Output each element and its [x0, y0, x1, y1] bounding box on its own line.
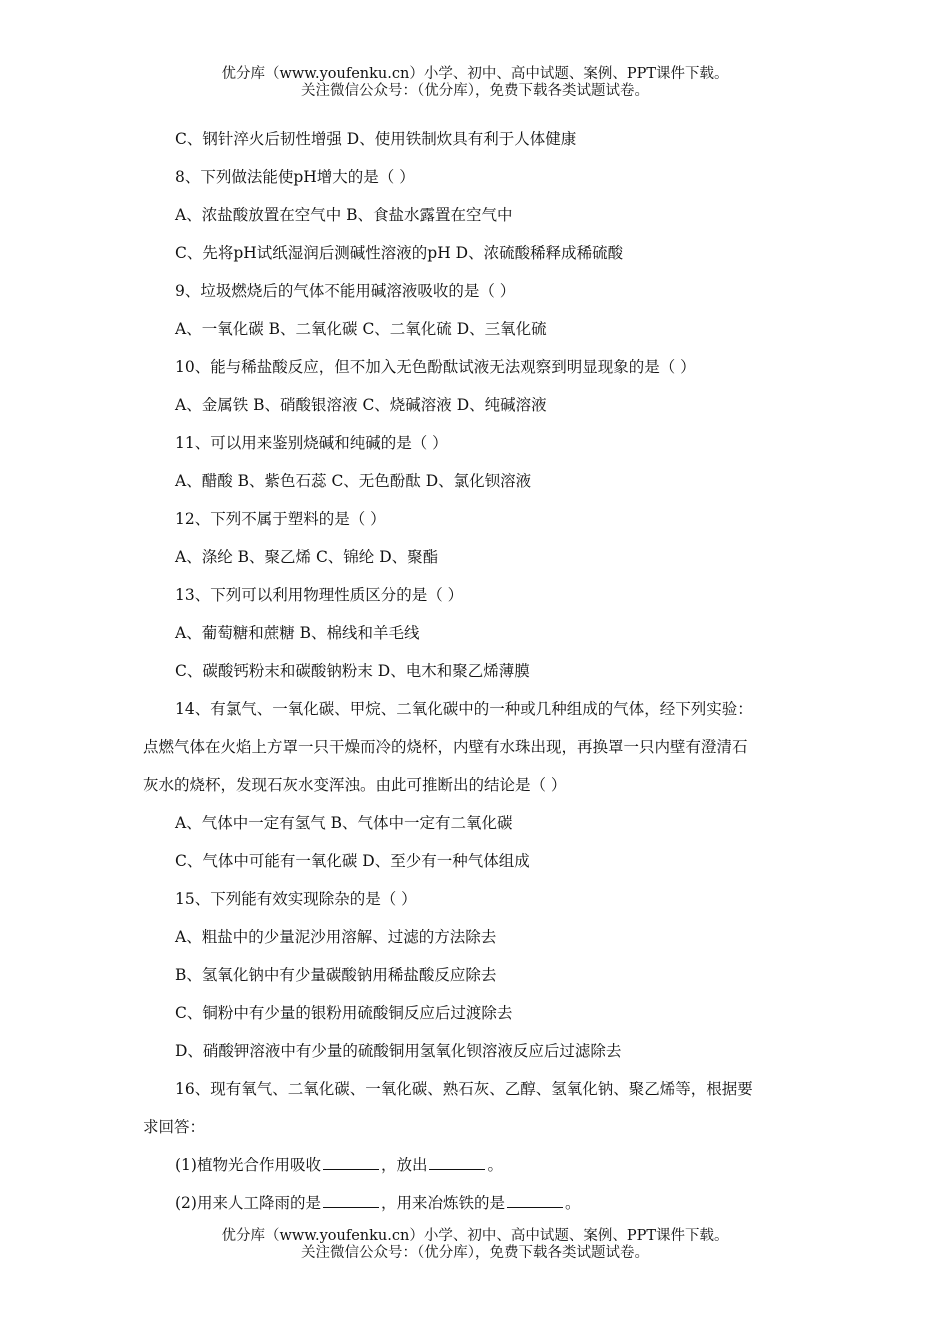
footer-line-2: 关注微信公众号：（优分库），免费下载各类试题试卷。	[301, 1245, 649, 1261]
q9-stem: 9、垃圾燃烧后的气体不能用碱溶液吸收的是（ ）	[175, 282, 516, 300]
q14-options-ab: A、气体中一定有氢气 B、气体中一定有二氧化碳	[175, 814, 513, 832]
q15-option-b: B、氢氧化钠中有少量碳酸钠用稀盐酸反应除去	[175, 966, 497, 984]
q8-options-ab: A、浓盐酸放置在空气中 B、食盐水露置在空气中	[175, 206, 513, 224]
q9-options: A、一氧化碳 B、二氧化碳 C、二氧化硫 D、三氧化硫	[175, 320, 547, 338]
answer-blank[interactable]	[507, 1195, 563, 1208]
footer-line-1: 优分库（www.youfenku.cn）小学、初中、高中试题、案例、PPT课件下载。	[221, 1228, 729, 1244]
answer-blank[interactable]	[323, 1157, 379, 1170]
page-footer	[0, 1228, 950, 1262]
header-line-1: 优分库（www.youfenku.cn）小学、初中、高中试题、案例、PPT课件下载。	[221, 66, 729, 82]
q16-sub-2-text-b: ，用来冶炼铁的是	[380, 1194, 505, 1212]
q15-option-a: A、粗盐中的少量泥沙用溶解、过滤的方法除去	[175, 928, 497, 946]
q10-options: A、金属铁 B、硝酸银溶液 C、烧碱溶液 D、纯碱溶液	[175, 396, 547, 414]
q8-stem: 8、下列做法能使pH增大的是（ ）	[175, 168, 415, 186]
q16-stem-line-2: 求回答：	[143, 1118, 206, 1136]
page-header	[0, 66, 950, 100]
q15-option-d: D、硝酸钾溶液中有少量的硫酸铜用氢氧化钡溶液反应后过滤除去	[175, 1042, 622, 1060]
q12-options: A、涤纶 B、聚乙烯 C、锦纶 D、聚酯	[175, 548, 439, 566]
q13-options-ab: A、葡萄糖和蔗糖 B、棉线和羊毛线	[175, 624, 420, 642]
q14-options-cd: C、气体中可能有一氧化碳 D、至少有一种气体组成	[175, 852, 530, 870]
q7-options-cd: C、钢针淬火后韧性增强 D、使用铁制炊具有利于人体健康	[175, 130, 577, 148]
q14-stem-line-1: 14、有氯气、一氧化碳、甲烷、二氧化碳中的一种或几种组成的气体，经下列实验：	[175, 700, 753, 718]
q8-options-cd: C、先将pH试纸湿润后测碱性溶液的pH D、浓硫酸稀释成稀硫酸	[175, 244, 624, 262]
q16-sub-1-text-a: (1)植物光合作用吸收	[175, 1156, 321, 1174]
answer-blank[interactable]	[429, 1157, 485, 1170]
q11-options: A、醋酸 B、紫色石蕊 C、无色酚酞 D、氯化钡溶液	[175, 472, 532, 490]
document-body	[143, 120, 815, 1222]
q12-stem: 12、下列不属于塑料的是（ ）	[175, 510, 386, 528]
q10-stem: 10、能与稀盐酸反应，但不加入无色酚酞试液无法观察到明显现象的是（ ）	[175, 358, 696, 376]
answer-blank[interactable]	[323, 1195, 379, 1208]
q16-sub-1-text-b: ，放出	[380, 1156, 428, 1174]
q13-options-cd: C、碳酸钙粉末和碳酸钠粉末 D、电木和聚乙烯薄膜	[175, 662, 530, 680]
q11-stem: 11、可以用来鉴别烧碱和纯碱的是（ ）	[175, 434, 448, 452]
q16-sub-2-text-a: (2)用来人工降雨的是	[175, 1194, 321, 1212]
header-line-2: 关注微信公众号：（优分库），免费下载各类试题试卷。	[301, 83, 649, 99]
q13-stem: 13、下列可以利用物理性质区分的是（ ）	[175, 586, 464, 604]
q15-option-c: C、铜粉中有少量的银粉用硫酸铜反应后过渡除去	[175, 1004, 513, 1022]
q16-sub-1-text-c: 。	[487, 1156, 503, 1174]
q14-stem-line-3: 灰水的烧杯，发现石灰水变浑浊。由此可推断出的结论是（ ）	[143, 776, 567, 794]
q16-stem-line-1: 16、现有氧气、二氧化碳、一氧化碳、熟石灰、乙醇、氢氧化钠、聚乙烯等，根据要	[175, 1080, 753, 1098]
q14-stem-line-2: 点燃气体在火焰上方罩一只干燥而冷的烧杯，内壁有水珠出现，再换罩一只内壁有澄清石	[143, 738, 748, 756]
q16-sub-2-text-c: 。	[564, 1194, 581, 1212]
q15-stem: 15、下列能有效实现除杂的是（ ）	[175, 890, 417, 908]
q16-sub-1	[143, 1146, 815, 1184]
q16-sub-2	[143, 1184, 815, 1222]
